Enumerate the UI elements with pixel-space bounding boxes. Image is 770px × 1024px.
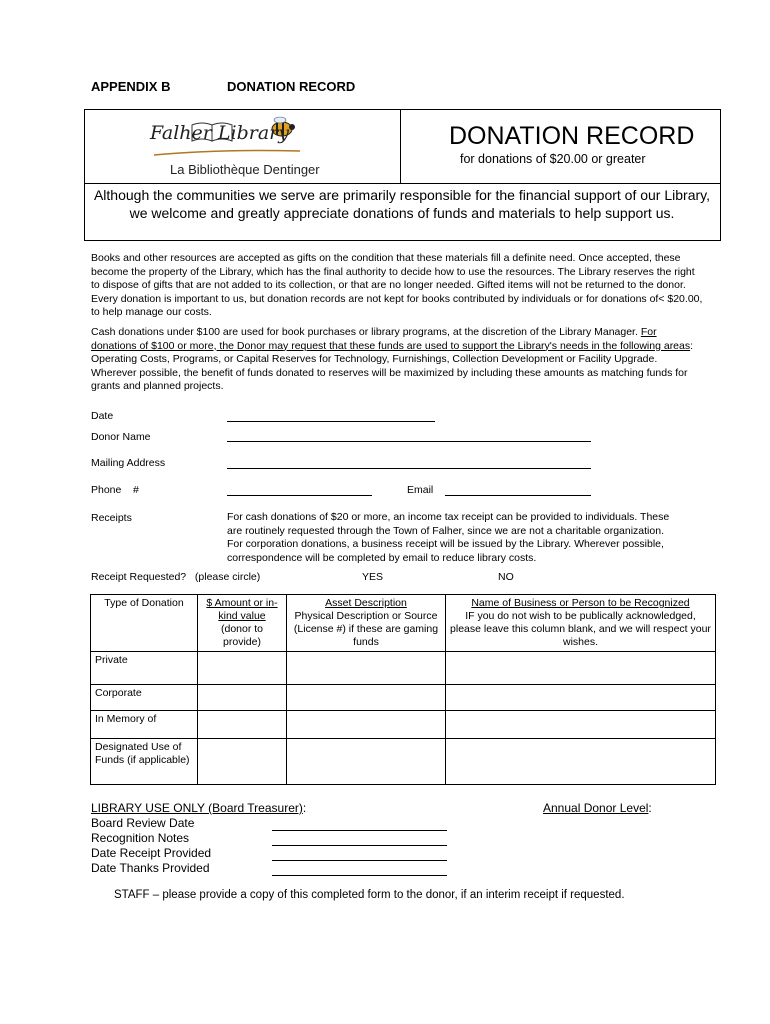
header-amount: $ Amount or in-kind value (donor to provide) — [198, 595, 287, 652]
receipt-requested-label: Receipt Requested? (please circle) — [91, 571, 261, 583]
phone-label: Phone # — [91, 484, 139, 496]
date-receipt-label: Date Receipt Provided — [91, 846, 212, 860]
logo-name: Falher Library — [150, 122, 289, 144]
mailing-address-label: Mailing Address — [91, 457, 166, 469]
row-label-in-memory: In Memory of — [91, 711, 198, 739]
date-field[interactable] — [227, 410, 435, 422]
header-type: Type of Donation — [91, 595, 198, 652]
cell-asset[interactable] — [287, 739, 446, 785]
date-thanks-field[interactable] — [272, 864, 447, 876]
table-row — [91, 739, 716, 785]
cell-recognition[interactable] — [446, 739, 716, 785]
donor-name-label: Donor Name — [91, 431, 151, 443]
table-row — [91, 711, 716, 739]
cell-recognition[interactable] — [446, 652, 716, 685]
cash-areas-text: : Operating Costs, Programs, or Capital Reserves for Technology, Furnishings, Collection Development or Facility Upgrade. Wherever possible, the benefit of funds donated to reserves will be maximized by including these amounts as matching funds for grants and planned projects. — [91, 339, 694, 392]
cell-asset[interactable] — [287, 711, 446, 739]
row-label-corporate: Corporate — [91, 685, 198, 711]
receipts-label: Receipts — [91, 512, 132, 524]
intro-text: Although the communities we serve are primarily responsible for the financial support of our Library, we welcome and greatly appreciate donations of funds and materials to help support us. — [93, 187, 711, 221]
email-label: Email — [407, 484, 434, 496]
board-review-date-field[interactable] — [272, 819, 447, 831]
cash-under-100-text: Cash donations under $100 are used for book purchases or library programs, at the discretion of the Library Manager. — [91, 326, 638, 338]
date-label: Date — [91, 410, 114, 422]
logo-subtitle: La Bibliothèque Dentinger — [170, 162, 320, 177]
date-receipt-field[interactable] — [272, 849, 447, 861]
staff-note: STAFF – please provide a copy of this completed form to the donor, if an interim receipt if requested. — [114, 889, 625, 901]
cell-amount[interactable] — [198, 685, 287, 711]
gift-policy-paragraph: Books and other resources are accepted as gifts on the condition that these materials fill a definite need. Once accepted, these become the property of the Library, which has the final authority to decide how to use the resources. The Library reserves the right to dispose of gifts that are not added to its collection, or that are no longer needed. Gifted items will not be returned to the donor. Every donation is important to us, but donation records are not kept for books contributed by individuals or for donations of< $20.00, to help manage our costs. — [91, 252, 703, 318]
cell-amount[interactable] — [198, 739, 287, 785]
cell-amount[interactable] — [198, 711, 287, 739]
cell-recognition[interactable] — [446, 711, 716, 739]
cell-recognition[interactable] — [446, 685, 716, 711]
recognition-notes-label: Recognition Notes — [91, 831, 190, 845]
table-row — [91, 685, 716, 711]
receipt-no-option[interactable]: NO — [498, 571, 514, 583]
form-title: DONATION RECORD — [449, 122, 695, 150]
header-divider-h — [84, 183, 721, 184]
table-row — [91, 652, 716, 685]
mailing-address-field[interactable] — [227, 457, 591, 469]
row-label-designated: Designated Use of Funds (if applicable) — [91, 739, 198, 785]
section-label: DONATION RECORD — [227, 79, 356, 94]
donor-name-field[interactable] — [227, 430, 591, 442]
board-review-date-label: Board Review Date — [91, 816, 195, 830]
header-divider-v — [400, 109, 401, 184]
receipt-yes-option[interactable]: YES — [362, 571, 384, 583]
annual-donor-level: Annual Donor Level: — [543, 801, 652, 815]
email-field[interactable] — [445, 484, 591, 496]
receipts-text: For cash donations of $20 or more, an income tax receipt can be provided to individuals. These are routinely requested through the Town of Falher, since we are not a charitable organization. For corporation donations, a business receipt will be issued by the Library. Wherever possible, correspondence will be completed by email to reduce library costs. — [227, 511, 670, 564]
header-recognition: Name of Business or Person to be Recognized IF you do not wish to be publically acknowledged, please leave this column blank, and we will respect your wishes. — [446, 595, 716, 652]
date-thanks-label: Date Thanks Provided — [91, 861, 210, 875]
cell-amount[interactable] — [198, 652, 287, 685]
recognition-notes-field[interactable] — [272, 834, 447, 846]
table-header-row — [91, 595, 716, 652]
header-asset: Asset Description Physical Description or Source (License #) if these are gaming funds — [287, 595, 446, 652]
cash-over-100-text: For donations of $100 or more, the Donor may request that these funds are used to support the Library's needs in the following areas — [91, 326, 691, 352]
donation-table — [90, 594, 716, 785]
phone-field[interactable] — [227, 484, 372, 496]
appendix-label: APPENDIX B — [91, 79, 171, 94]
form-subtitle: for donations of $20.00 or greater — [460, 152, 646, 166]
cell-asset[interactable] — [287, 652, 446, 685]
cell-asset[interactable] — [287, 685, 446, 711]
library-use-heading: LIBRARY USE ONLY (Board Treasurer): — [91, 801, 307, 815]
library-use-list — [91, 816, 211, 876]
row-label-private: Private — [91, 652, 198, 685]
cash-donation-paragraph — [91, 326, 703, 394]
